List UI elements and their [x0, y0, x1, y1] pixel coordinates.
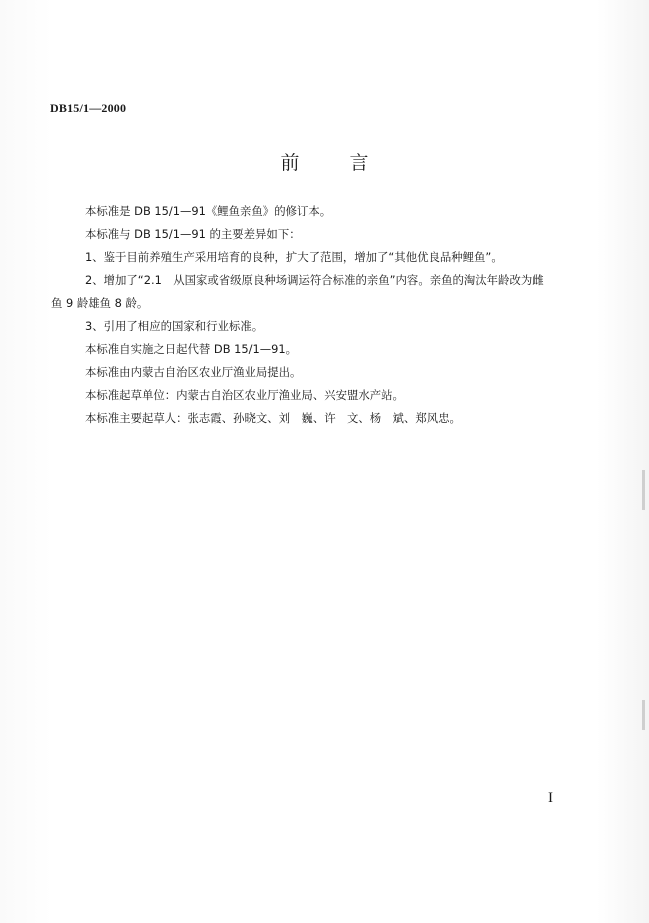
- paragraph-item-2-continuation: 鱼 9 龄雄鱼 8 龄。: [51, 296, 149, 310]
- paragraph-replaces: 本标准自实施之日起代替 DB 15/1—91。: [85, 342, 297, 356]
- paragraph-item-2: 2、增加了“2.1 从国家或省级原良种场调运符合标准的亲鱼”内容。亲鱼的淘汰年龄改为雌: [85, 273, 544, 287]
- paragraph-revision: 本标准是 DB 15/1—91《鲤鱼亲鱼》的修订本。: [85, 204, 332, 218]
- page-title: 前 言: [280, 152, 391, 174]
- standard-code: DB15/1—2000: [50, 101, 127, 115]
- page-number: I: [548, 790, 553, 806]
- foreword-body: [51, 200, 565, 430]
- paragraph-item-3: 3、引用了相应的国家和行业标准。: [85, 319, 264, 333]
- scan-edge-mark: [642, 470, 645, 510]
- paragraph-item-1: 1、鉴于目前养殖生产采用培育的良种，扩大了范围，增加了“其他优良品种鲤鱼”。: [85, 250, 503, 264]
- paragraph-drafting-units: 本标准起草单位：内蒙古自治区农业厅渔业局、兴安盟水产站。: [85, 388, 404, 402]
- scan-edge-mark: [642, 700, 645, 730]
- paragraph-drafters: 本标准主要起草人：张志霞、孙晓文、刘 巍、许 文、杨 斌、郑风忠。: [85, 411, 461, 425]
- paragraph-proposer: 本标准由内蒙古自治区农业厅渔业局提出。: [85, 365, 302, 379]
- paragraph-differences-intro: 本标准与 DB 15/1—91 的主要差异如下：: [85, 227, 301, 241]
